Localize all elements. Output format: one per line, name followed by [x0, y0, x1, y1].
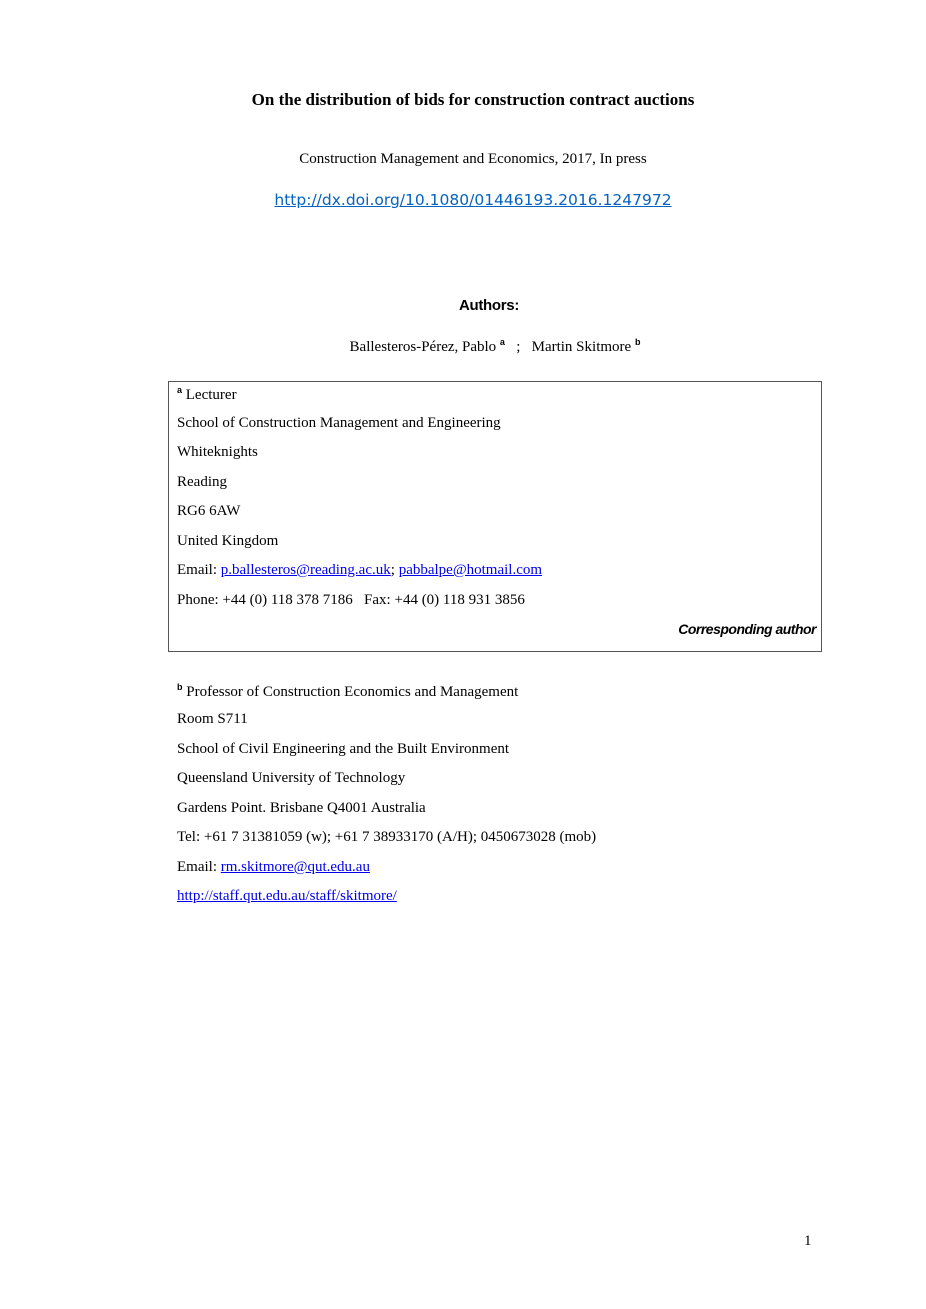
affiliation-b-marker: b [177, 682, 183, 692]
affiliation-a-country: United Kingdom [177, 533, 279, 549]
affiliation-b-role-text: Professor of Construction Economics and Management [186, 684, 519, 700]
doi-link[interactable]: http://dx.doi.org/10.1080/01446193.2016.1247972 [274, 191, 672, 209]
page-number: 1 [804, 1233, 812, 1249]
affiliation-b-university: Queensland University of Technology [177, 770, 406, 786]
affiliation-a-marker: a [177, 385, 183, 395]
affiliation-b-email-label: Email: [177, 859, 221, 875]
affiliation-a-role [177, 385, 237, 404]
affiliation-a-phone: Phone: +44 (0) 118 378 7186 Fax: +44 (0) 118 931 3856 [177, 592, 525, 608]
affiliation-a-email-link-2[interactable]: pabbalpe@hotmail.com [398, 562, 543, 578]
author-separator: ; [516, 339, 521, 355]
affiliation-b-email-line [177, 859, 370, 876]
journal-reference: Construction Management and Economics, 2017, In press [299, 151, 647, 167]
author-1-name: Ballesteros-Pérez, Pablo [349, 339, 497, 355]
affiliation-a-role-text: Lecturer [185, 387, 237, 403]
affiliation-a-postcode: RG6 6AW [177, 503, 241, 519]
affiliation-a-email-link-1[interactable]: p.ballesteros@reading.ac.uk [220, 562, 391, 578]
authors-heading: Authors: [458, 297, 520, 314]
doi-line [0, 191, 926, 209]
affiliation-b-role [177, 682, 518, 701]
affiliation-a-email-separator: ; [390, 562, 399, 578]
affiliation-b-school: School of Civil Engineering and the Built Environment [177, 741, 510, 757]
authors-line [0, 337, 926, 356]
affiliation-a-city: Reading [177, 474, 227, 490]
affiliation-b-address: Gardens Point. Brisbane Q4001 Australia [177, 800, 426, 816]
author-2-marker: b [634, 337, 641, 347]
corresponding-author-note: Corresponding author [678, 621, 816, 637]
author-1-marker: a [499, 337, 505, 347]
affiliation-b-tel: Tel: +61 7 31381059 (w); +61 7 38933170 (A/H); 0450673028 (mob) [177, 829, 597, 845]
affiliation-a-email-label: Email: [177, 562, 221, 578]
affiliation-a-department: School of Construction Management and Engineering [177, 415, 501, 431]
affiliation-a-campus: Whiteknights [177, 444, 258, 460]
paper-title: On the distribution of bids for construction contract auctions [251, 90, 695, 109]
affiliation-a-email-line [177, 562, 542, 579]
affiliation-b-room: Room S711 [177, 711, 248, 727]
author-2-name: Martin Skitmore [531, 339, 632, 355]
affiliation-b-email-link[interactable]: rm.skitmore@qut.edu.au [220, 859, 370, 875]
affiliation-b-url-link[interactable]: http://staff.qut.edu.au/staff/skitmore/ [177, 888, 397, 904]
